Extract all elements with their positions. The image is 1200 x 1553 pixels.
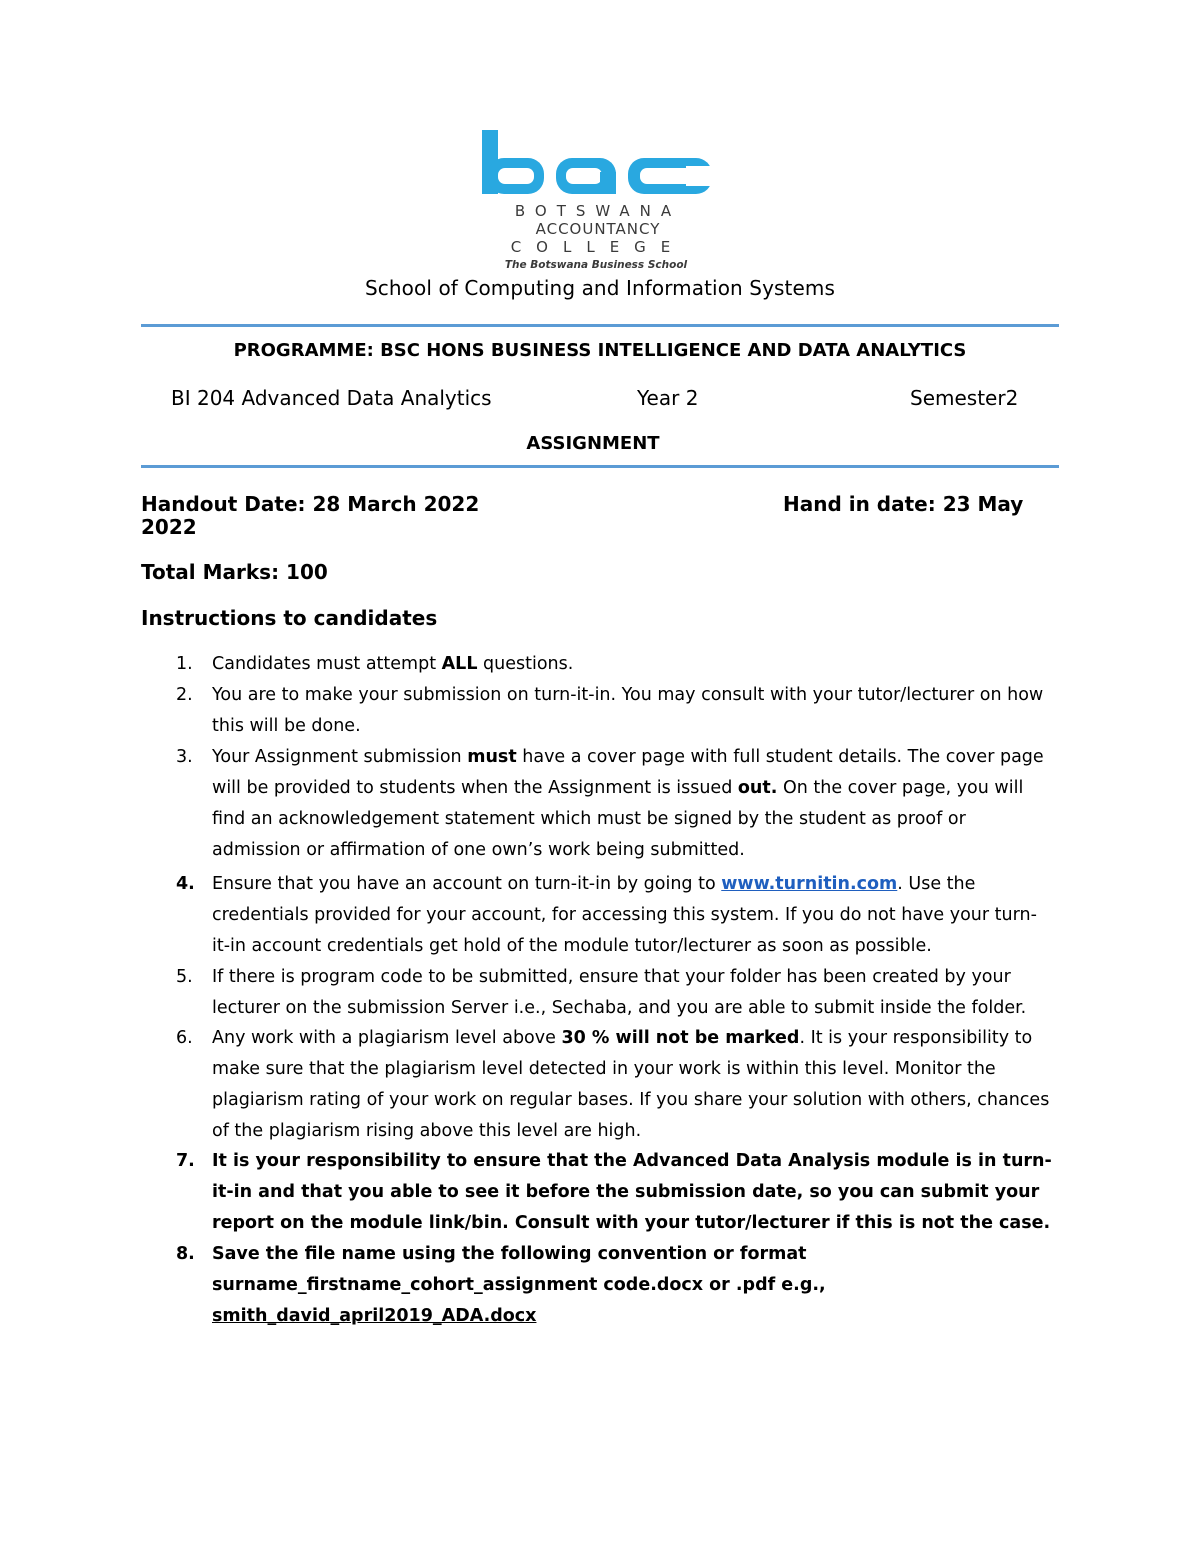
item-line: of the plagiarism rising above this level are high. [212,1121,642,1141]
item-line: it-in and that you able to see it before the submission date, so you can submit your [212,1182,1040,1202]
course-semester: Semester2 [910,386,1019,410]
item-number: 2. [176,685,193,705]
item-line: If there is program code to be submitted, ensure that your folder has been created by your [212,967,1011,987]
item-number: 1. [176,654,193,674]
logo-line-2: ACCOUNTANCY [535,220,661,238]
hand-in-year: 2022 [141,515,197,539]
item-line: lecturer on the submission Server i.e., Sechaba, and you are able to submit inside the folder. [212,998,1027,1018]
item-line: make sure that the plagiarism level detected in your work is within this level. Monitor the [212,1059,996,1079]
hand-in-date: Hand in date: 23 May [783,492,1024,516]
item-line: It is your responsibility to ensure that the Advanced Data Analysis module is in turn- [212,1151,1052,1171]
item-line: find an acknowledgement statement which must be signed by the student as proof or [212,809,966,829]
item-line: Any work with a plagiarism level above 30 % will not be marked. It is your responsibility to [212,1028,1033,1048]
item-line: will be provided to students when the Assignment is issued out. On the cover page, you will [212,778,1024,798]
item-text: questions. [477,654,574,674]
item-line: surname_firstname_cohort_assignment code.docx or .pdf e.g., [212,1275,826,1295]
item-line: plagiarism rating of your work on regular bases. If you share your solution with others, chances [212,1090,1050,1110]
item-number: 7. [176,1151,195,1171]
turnitin-link[interactable]: www.turnitin.com [721,874,898,894]
item-line: Save the file name using the following convention or format [212,1244,807,1264]
item-line: credentials provided for your account, for accessing this system. If you do not have your turn- [212,905,1037,925]
handout-date: Handout Date: 28 March 2022 [141,492,480,516]
item-text: Candidates must attempt [212,654,442,674]
item-line: report on the module link/bin. Consult with your tutor/lecturer if this is not the case. [212,1213,1051,1233]
top-divider [141,324,1059,327]
item-number: 8. [176,1244,195,1264]
item-emphasis: ALL [441,654,478,674]
course-code: BI 204 Advanced Data Analytics [171,386,492,410]
item-line: admission or affirmation of one own’s work being submitted. [212,840,745,860]
bottom-divider [141,465,1059,468]
item-line: this will be done. [212,716,361,736]
course-year: Year 2 [637,386,699,410]
item-number: 6. [176,1028,193,1048]
item-line: Your Assignment submission must have a cover page with full student details. The cover page [212,747,1044,767]
programme-title: PROGRAMME: BSC HONS BUSINESS INTELLIGENCE AND DATA ANALYTICS [233,340,967,361]
total-marks: Total Marks: 100 [141,560,328,584]
item-line: You are to make your submission on turn-it-in. You may consult with your tutor/lecturer on how [212,685,1044,705]
school-name: School of Computing and Information Systems [365,276,835,300]
college-logo [480,128,716,274]
document-type: ASSIGNMENT [526,433,660,454]
filename-example: smith_david_april2019_ADA.docx [212,1306,537,1326]
item-line: Ensure that you have an account on turn-it-in by going to www.turnitin.com. Use the [212,874,976,894]
instructions-title: Instructions to candidates [141,606,438,630]
item-number: 4. [176,874,195,894]
item-number: 3. [176,747,193,767]
item-line: it-in account credentials get hold of the module tutor/lecturer as soon as possible. [212,936,932,956]
item-number: 5. [176,967,193,987]
logo-tagline: The Botswana Business School [504,259,688,271]
logo-line-3: COLLEGE [510,238,686,256]
logo-line-1: BOTSWANA [514,202,682,220]
